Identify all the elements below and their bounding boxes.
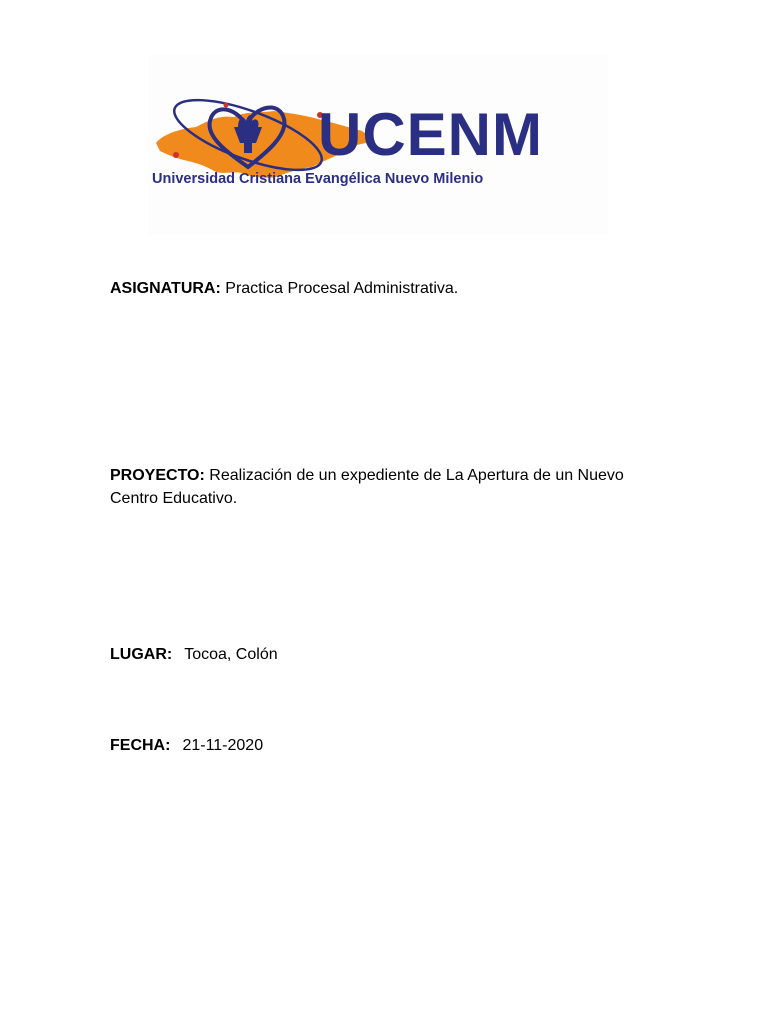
orbit-dot (173, 152, 179, 158)
fecha-value: 21-11-2020 (182, 737, 264, 754)
asignatura-label: ASIGNATURA: (110, 280, 221, 297)
logo-wordmark: UCENM (318, 101, 543, 168)
proyecto-value: Realización de un expediente de La Apertura de un Nuevo Centro Educativo. (110, 467, 624, 507)
lugar-value: Tocoa, Colón (184, 646, 278, 663)
logo-subtitle: Universidad Cristiana Evangélica Nuevo Milenio (152, 171, 484, 187)
field-asignatura (110, 277, 650, 300)
proyecto-label: PROYECTO: (110, 467, 205, 484)
field-proyecto (110, 464, 650, 510)
lugar-label: LUGAR: (110, 646, 173, 663)
asignatura-value: Practica Procesal Administrativa. (225, 280, 459, 297)
university-logo (148, 55, 608, 235)
fecha-label: FECHA: (110, 737, 171, 754)
torch-handle (244, 143, 252, 153)
field-fecha (110, 734, 650, 757)
field-lugar (110, 643, 650, 666)
orbit-dot (224, 103, 229, 108)
